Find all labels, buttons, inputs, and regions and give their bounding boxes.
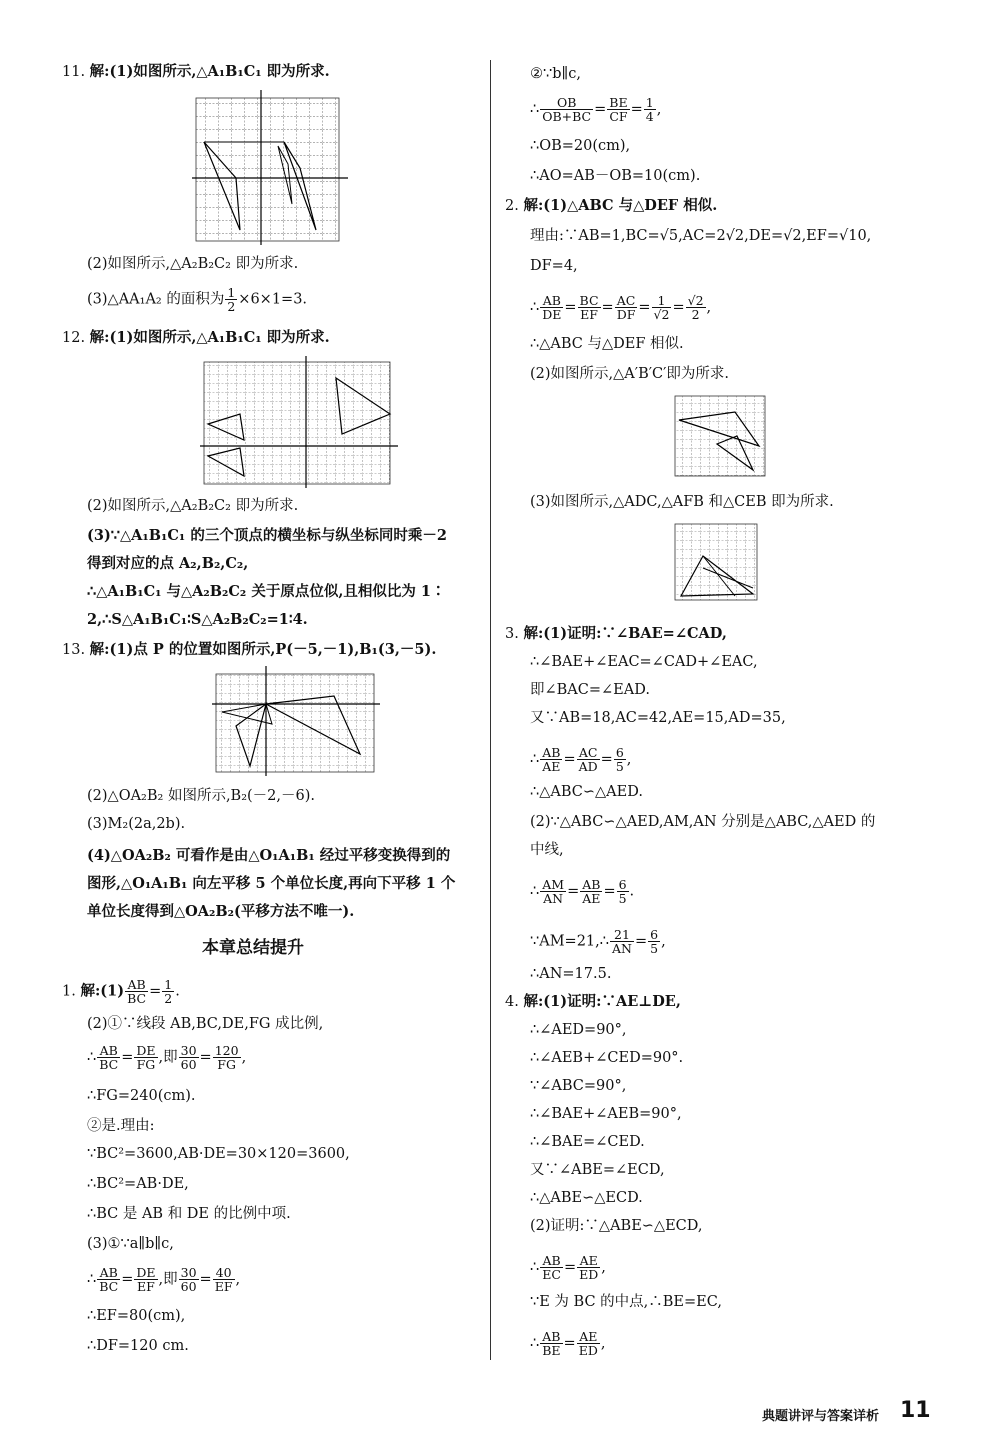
q3-text-3: 即∠BAC=∠EAD. <box>530 682 650 698</box>
q4-text-8: ∴△ABE∽△ECD. <box>530 1190 643 1206</box>
q2-text-3: DF=4, <box>530 258 578 274</box>
q11-text-2: (2)如图所示,△A₂B₂C₂ 即为所求. <box>87 256 299 272</box>
q3-text-8: 中线, <box>530 842 564 858</box>
q3-text-4: 又∵AB=18,AC=42,AE=15,AD=35, <box>530 710 786 726</box>
q2-text-1: 2. 解:(1)△ABC 与△DEF 相似. <box>505 197 718 214</box>
s1-text-5: ②是.理由: <box>87 1118 155 1134</box>
q13-text-1: 13. 解:(1)点 P 的位置如图所示,P(－5,－1),B₁(3,－5). <box>62 641 437 658</box>
q13-text-5: 图形,△O₁A₁B₁ 向左平移 5 个单位长度,再向下平移 1 个 <box>87 875 456 892</box>
q3-text-1: 3. 解:(1)证明:∵∠BAE=∠CAD, <box>505 625 727 642</box>
s1-text-1: 1. 解:(1) $\frac{AB}{BC}$ = $\frac{1}{2}$ . <box>62 977 180 1006</box>
q4-text-1: 4. 解:(1)证明:∵AE⊥DE, <box>505 993 681 1010</box>
q2-figure-2 <box>673 522 761 604</box>
q12-text-1: 12. 解:(1)如图所示,△A₁B₁C₁ 即为所求. <box>62 329 330 346</box>
q2-text-2: 理由:∵AB=1,BC=√5,AC=2√2,DE=√2,EF=√10, <box>530 228 872 244</box>
q3-text-10: ∵AM=21,∴ $\frac{21}{AN}$ = $\frac{6}{5}$ , <box>530 927 666 956</box>
q4-text-10: ∴ $\frac{AB}{EC}$ = $\frac{AE}{ED}$ , <box>530 1253 606 1282</box>
q4-text-6: ∴∠BAE=∠CED. <box>530 1134 645 1150</box>
q13-text-4: (4)△OA₂B₂ 可看作是由△O₁A₁B₁ 经过平移变换得到的 <box>87 847 451 864</box>
s1-text-2: (2)①∵线段 AB,BC,DE,FG 成比例, <box>87 1016 324 1032</box>
q3-text-11: ∴AN=17.5. <box>530 966 612 982</box>
q2-figure-1 <box>673 394 769 480</box>
q4-text-7: 又∵∠ABE=∠ECD, <box>530 1162 665 1178</box>
s1-text-6: ∵BC²=3600,AB·DE=30×120=3600, <box>87 1146 350 1162</box>
q12-text-3: (3)∵△A₁B₁C₁ 的三个顶点的横坐标与纵坐标同时乘－2 <box>87 527 447 544</box>
q13-text-6: 单位长度得到△OA₂B₂(平移方法不唯一). <box>87 903 355 920</box>
q13-text-2: (2)△OA₂B₂ 如图所示,B₂(－2,－6). <box>87 788 315 804</box>
q13-grid-figure <box>212 666 382 776</box>
q12-text-2: (2)如图所示,△A₂B₂C₂ 即为所求. <box>87 498 299 514</box>
q4-text-3: ∴∠AEB+∠CED=90°. <box>530 1050 684 1066</box>
q3-text-5: ∴ $\frac{AB}{AE}$ = $\frac{AC}{AD}$ = $\frac{6}{5}$ , <box>530 745 632 774</box>
footer-text: 典题讲评与答案详析 <box>762 1409 880 1424</box>
s1-text-7: ∴BC²=AB·DE, <box>87 1176 189 1192</box>
r-text-4: ∴AO=AB－OB=10(cm). <box>530 168 701 184</box>
q12-text-5: ∴△A₁B₁C₁ 与△A₂B₂C₂ 关于原点位似,且相似比为 1∶ <box>87 583 446 600</box>
s1-text-9: (3)①∵a∥b∥c, <box>87 1236 174 1252</box>
q4-text-9: (2)证明:∵△ABE∽△ECD, <box>530 1218 703 1234</box>
q11-grid-figure <box>192 90 352 245</box>
q4-text-11: ∵E 为 BC 的中点,∴BE=EC, <box>530 1294 722 1310</box>
q3-text-9: ∴ $\frac{AM}{AN}$ = $\frac{AB}{AE}$ = $\frac{6}{5}$ . <box>530 877 635 906</box>
q12-text-6: 2,∴S△A₁B₁C₁∶S△A₂B₂C₂=1∶4. <box>87 611 308 628</box>
q4-text-2: ∴∠AED=90°, <box>530 1022 627 1038</box>
section-title: 本章总结提升 <box>202 938 304 958</box>
q3-text-7: (2)∵△ABC∽△AED,AM,AN 分别是△ABC,△AED 的 <box>530 814 876 830</box>
s1-text-3: ∴ $\frac{AB}{BC}$ = $\frac{DE}{FG}$ ,即 $\frac{30}{60}$ = $\frac{120}{FG}$ , <box>87 1043 247 1072</box>
q11-text-1: 11. 解:(1)如图所示,△A₁B₁C₁ 即为所求. <box>62 63 330 80</box>
s1-text-11: ∴EF=80(cm), <box>87 1308 186 1324</box>
q12-text-4: 得到对应的点 A₂,B₂,C₂, <box>87 555 249 572</box>
q3-text-2: ∴∠BAE+∠EAC=∠CAD+∠EAC, <box>530 654 758 670</box>
q4-text-5: ∴∠BAE+∠AEB=90°, <box>530 1106 682 1122</box>
s1-text-10: ∴ $\frac{AB}{BC}$ = $\frac{DE}{EF}$ ,即 $\frac{30}{60}$ = $\frac{40}{EF}$ , <box>87 1265 241 1294</box>
q2-text-7: (3)如图所示,△ADC,△AFB 和△CEB 即为所求. <box>530 494 834 510</box>
s1-text-12: ∴DF=120 cm. <box>87 1338 189 1354</box>
q2-text-6: (2)如图所示,△A′B′C′即为所求. <box>530 366 730 382</box>
page-number: 11 <box>900 1398 931 1423</box>
q4-text-4: ∵∠ABC=90°, <box>530 1078 627 1094</box>
q2-text-4: ∴ $\frac{AB}{DE}$ = $\frac{BC}{EF}$ = $\frac{AC}{DF}$ = $\frac{1}{√2}$ = $\frac{√2}{2}$ , <box>530 293 712 322</box>
q12-grid-figure <box>200 356 400 488</box>
q13-text-3: (3)M₂(2a,2b). <box>87 816 186 832</box>
r-text-1: ②∵b∥c, <box>530 66 581 82</box>
q4-text-12: ∴ $\frac{AB}{BE}$ = $\frac{AE}{ED}$ , <box>530 1329 606 1358</box>
r-text-3: ∴OB=20(cm), <box>530 138 631 154</box>
q11-text-3: (3)△AA₁A₂ 的面积为 $\frac{1}{2}$ ×6×1=3. <box>87 285 308 314</box>
s1-text-4: ∴FG=240(cm). <box>87 1088 196 1104</box>
q2-text-5: ∴△ABC 与△DEF 相似. <box>530 336 684 352</box>
column-divider <box>490 60 491 1360</box>
s1-text-8: ∴BC 是 AB 和 DE 的比例中项. <box>87 1206 291 1222</box>
r-text-2: ∴ $\frac{OB}{OB+BC}$ = $\frac{BE}{CF}$ = $\frac{1}{4}$ , <box>530 95 662 124</box>
q3-text-6: ∴△ABC∽△AED. <box>530 784 643 800</box>
